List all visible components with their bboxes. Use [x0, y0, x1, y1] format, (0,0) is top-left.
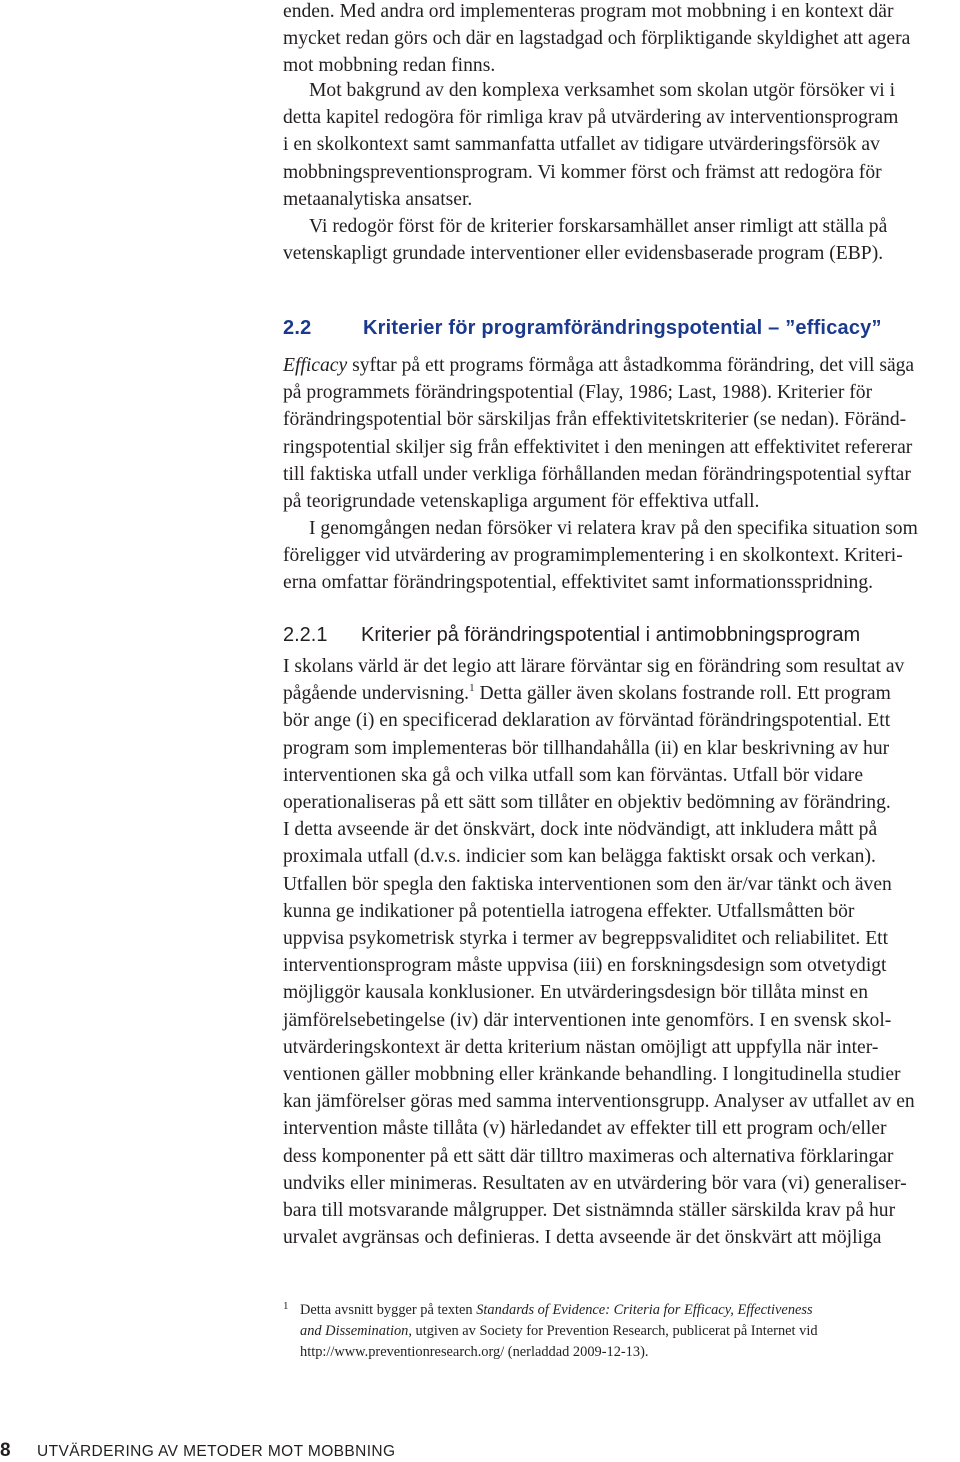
text-line: jämförelsebetingelse (iv) där interventionen inte genomförs. I en svensk skol- — [283, 1009, 892, 1031]
text-line: erna omfattar förändringspotential, effektivitet samt informationsspridning. — [283, 572, 874, 594]
text-line: urvalet avgränsas och definieras. I detta avseende är det önskvärt att möjliga — [283, 1227, 882, 1249]
text-line: undviks eller minimeras. Resultaten av en utvärdering bör vara (vi) generaliser- — [283, 1172, 907, 1194]
text-line: interventionsprogram måste uppvisa (iii) en forskningsdesign som otvetydigt — [283, 955, 887, 977]
text-line: ventionen gäller mobbning eller kränkande behandling. I longitudinella studier — [283, 1064, 901, 1086]
cited-title: and Dissemination, — [300, 1323, 412, 1339]
text-line: möjliggör kausala konklusioner. En utvärderingsdesign bör tillåta minst en — [283, 982, 868, 1004]
text-fragment: utgiven av Society for Prevention Research, publicerat på Internet vid — [411, 1323, 818, 1339]
text-line: på programmets förändringspotential (Flay, 1986; Last, 1988). Kriterier för — [283, 382, 873, 404]
section-heading — [283, 317, 882, 340]
footnote-line — [300, 1321, 903, 1342]
text-line: operationaliseras på ett sätt som tillåter en objektiv bedömning av förändring. — [283, 792, 891, 814]
text-line: ringspotential skiljer sig från effektivitet i den meningen att effektivitet refererar — [283, 436, 913, 458]
text-line: mobbningspreventionsprogram. Vi kommer först och främst att redogöra för — [283, 161, 882, 183]
text-line: bör ange (i) en specificerad deklaration av förväntad förändringspotential. Ett — [283, 710, 891, 732]
text-line: utvärderingskontext är detta kriterium nästan omöjligt att uppfylla när inter- — [283, 1036, 879, 1058]
text-line: bara till motsvarande målgrupper. Det sistnämnda ställer särskilda krav på hur — [283, 1200, 896, 1222]
footnote-url[interactable]: http://www.preventionresearch.org/ (nerladdad 2009-12-13). — [300, 1344, 649, 1360]
text-fragment: Detta avsnitt bygger på texten — [300, 1302, 477, 1318]
text-line: metaanalytiska ansatser. — [283, 188, 473, 210]
footnote-mark: 1 — [283, 1300, 289, 1312]
text-line: föreligger vid utvärdering av programimplementering i en skolkontext. Kriteri- — [283, 545, 903, 567]
text-fragment: syftar på ett programs förmåga att åstadkomma förändring, det vill säga — [347, 355, 915, 376]
footnote — [283, 1300, 903, 1363]
text-line: mycket redan görs och där en lagstadgad och förpliktigande skyldighet att agera — [283, 28, 911, 50]
footnote-body — [300, 1300, 903, 1363]
text-fragment: Detta gäller även skolans fostrande roll. Ett program — [474, 683, 891, 705]
text-line: Vi redogör först för de kriterier forskarsamhället anser rimligt att ställa på — [309, 216, 888, 237]
text-line: proximala utfall (d.v.s. indicier som kan belägga faktiskt orsak och verkan). — [283, 846, 876, 868]
text-line: förändringspotential bör särskiljas från effektivitetskriterier (se nedan). Föränd- — [283, 409, 907, 431]
text-line: detta kapitel redogöra för rimliga krav på utvärdering av interventionsprogram — [283, 107, 899, 129]
text-line: I skolans värld är det legio att lärare förväntar sig en förändring som resultat av — [283, 656, 905, 677]
paragraph-efficacy — [283, 352, 943, 515]
text-fragment: pågående undervisning. — [283, 683, 470, 705]
text-line: Utfallen bör spegla den faktiska interventionen som den är/var tänkt och även — [283, 873, 892, 895]
text-line: interventionen ska gå och vilka utfall som kan förväntas. Utfall bör vidare — [283, 764, 864, 786]
text-line: på teorigrundade vetenskapliga argument för effektiva utfall. — [283, 491, 760, 513]
text-line: kan jämförelser göras med samma interventionsgrupp. Analyser av utfallet av en — [283, 1091, 915, 1113]
footnote-line — [300, 1300, 903, 1321]
paragraph-criteria-intro — [283, 213, 943, 267]
subsection-number: 2.2.1 — [283, 624, 328, 646]
text-line: I detta avseende är det önskvärt, dock inte nödvändigt, att inkludera mått på — [283, 819, 878, 841]
paragraph-review — [283, 515, 943, 597]
text-line: till faktiska utfall under verkliga förhållanden medan förändringspotential syftar — [283, 463, 911, 485]
text-line — [283, 680, 943, 707]
text-line: kunna ge indikationer på potentiella iatrogena effekter. Utfallsmåtten bör — [283, 900, 855, 922]
footnote-reference[interactable]: 1 — [469, 682, 475, 695]
text-line: i en skolkontext samt sammanfatta utfallet av tidigare utvärderingsförsök av — [283, 134, 880, 156]
text-line: intervention måste tillåta (v) härledandet av effekter till ett program och/eller — [283, 1118, 887, 1140]
text-line: mot mobbning redan finns. — [283, 55, 496, 77]
text-line: Mot bakgrund av den komplexa verksamhet som skolan utgör försöker vi i — [309, 80, 896, 101]
section-title: Kriterier för programförändringspotential – ”efficacy” — [363, 317, 882, 339]
text-line: enden. Med andra ord implementeras program mot mobbning i en kontext där — [283, 1, 894, 22]
cited-title: Standards of Evidence: Criteria for Efficacy, Effectiveness — [476, 1302, 813, 1318]
paragraph-change-potential — [283, 653, 943, 1251]
text-line: uppvisa psykometrisk styrka i termer av begreppsvaliditet och reliabilitet. Ett — [283, 928, 889, 950]
paragraph-background — [283, 77, 943, 213]
text-line: vetenskapligt grundade interventioner eller evidensbaserade program (EBP). — [283, 243, 884, 265]
running-title: UTVÄRDERING AV METODER MOT MOBBNING — [37, 1443, 396, 1460]
text-line: dess komponenter på ett sätt där tilltro maximeras och alternativa förklaringar — [283, 1145, 894, 1167]
text-line — [283, 352, 943, 379]
paragraph-intro — [283, 0, 943, 80]
section-number: 2.2 — [283, 317, 312, 339]
subsection-title: Kriterier på förändringspotential i antimobbningsprogram — [361, 624, 861, 646]
text-line: program som implementeras bör tillhandahålla (ii) en klar beskrivning av hur — [283, 737, 890, 759]
text-line: I genomgången nedan försöker vi relatera krav på den specifika situation som — [309, 518, 918, 539]
efficacy-term: Efficacy — [283, 355, 348, 376]
subsection-heading — [283, 624, 860, 647]
page-number: 8 — [0, 1440, 11, 1461]
